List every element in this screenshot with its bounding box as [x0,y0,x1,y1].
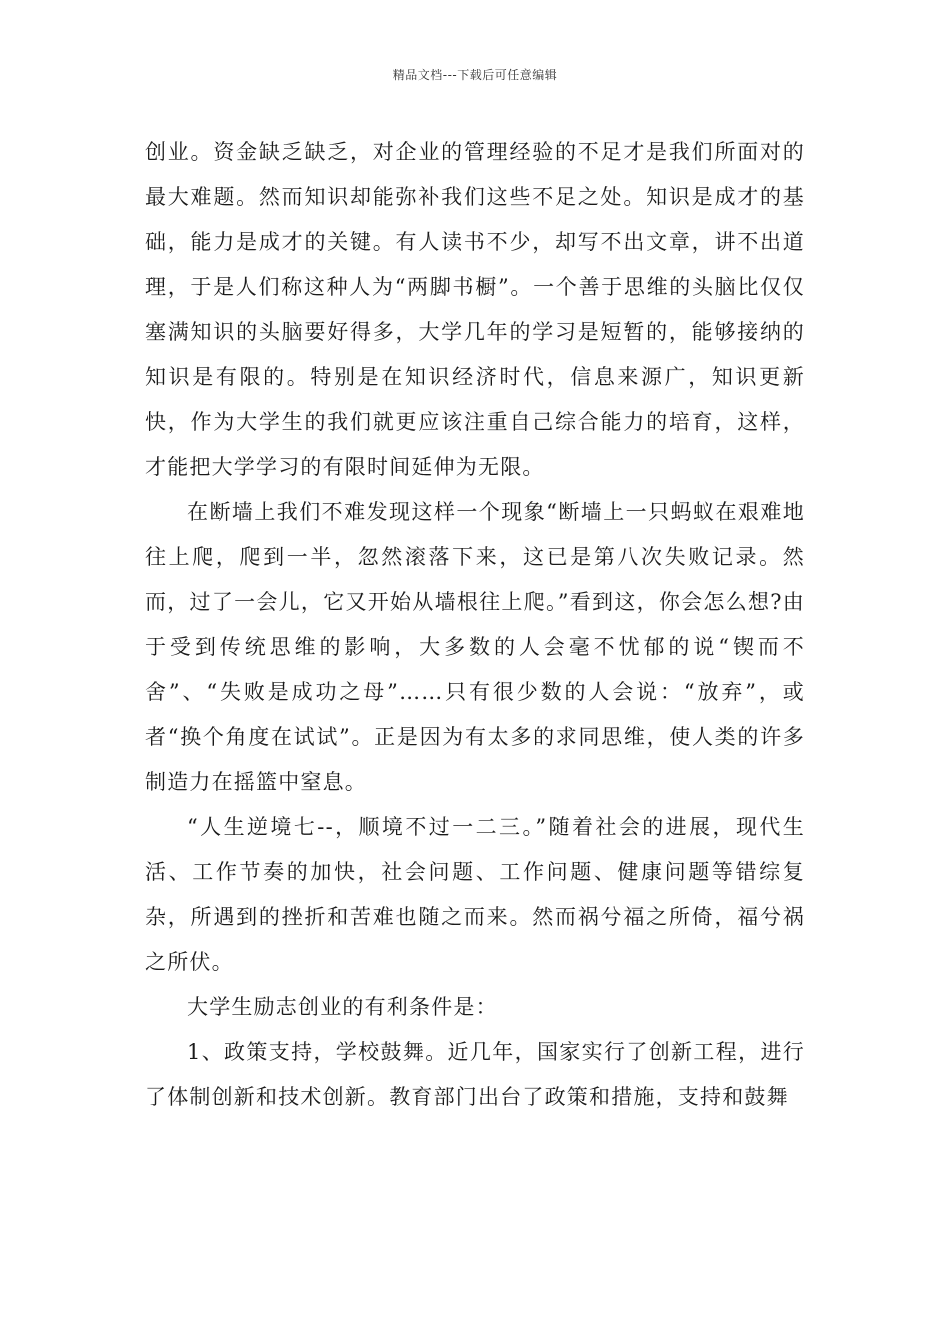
paragraph-5: 1、政策支持，学校鼓舞。近几年，国家实行了创新工程，进行了体制创新和技术创新。教育部门出台了政策和措施，支持和鼓舞 [145,1040,805,1109]
page-header: 精品文档---下载后可任意编辑 [392,68,558,82]
paragraph-2: 在断墙上我们不难发现这样一个现象“断墙上一只蚂蚁在艰难地往上爬，爬到一半，忽然滚落下来，这已是第八次失败记录。然而，过了一会儿，它又开始从墙根往上爬。”看到这，你会怎么想?由于受到传统思维的影响，大多数的人会毫不忧郁的说“锲而不舍”、“失败是成功之母”……只有很少数的人会说：“放弃”，或者“换个角度在试试”。正是因为有太多的求同思维，使人类的许多制造力在摇篮中窒息。 [145,500,805,794]
paragraph-1: 创业。资金缺乏缺乏，对企业的管理经验的不足才是我们所面对的最大难题。然而知识却能弥补我们这些不足之处。知识是成才的基础，能力是成才的关键。有人读书不少，却写不出文章，讲不出道理，于是人们称这种人为“两脚书橱”。一个善于思维的头脑比仅仅塞满知识的头脑要好得多，大学几年的学习是短暂的，能够接纳的知识是有限的。特别是在知识经济时代，信息来源广，知识更新快，作为大学生的我们就更应该注重自己综合能力的培育，这样，才能把大学学习的有限时间延伸为无限。 [145,140,805,479]
document-body [145,130,805,1120]
paragraph-4: 大学生励志创业的有利条件是： [187,995,498,1019]
paragraph-3: “人生逆境七--，顺境不过一二三。”随着社会的进展，现代生活、工作节奏的加快，社会问题、工作问题、健康问题等错综复杂，所遇到的挫折和苦难也随之而来。然而祸兮福之所倚，福兮祸之所伏。 [145,815,805,974]
